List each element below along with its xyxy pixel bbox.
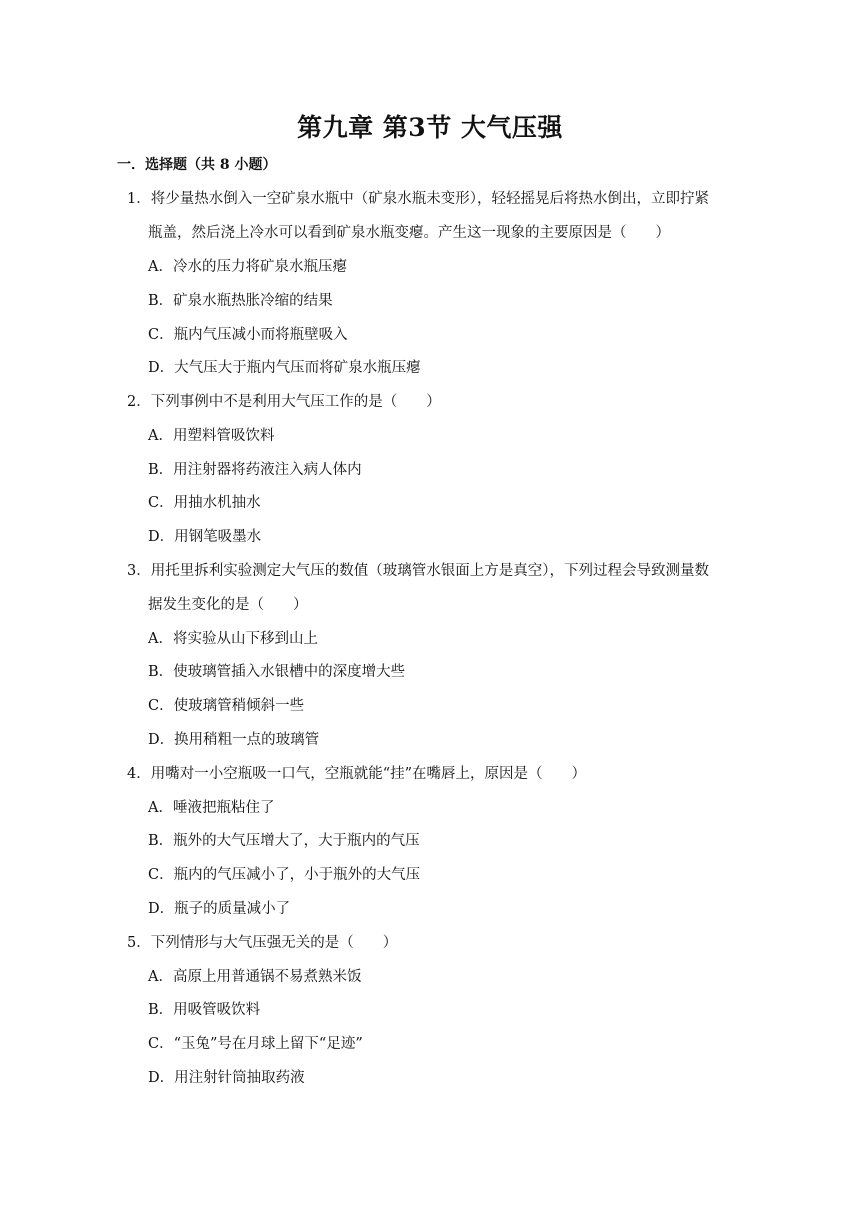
question-4-option-a: A．唾液把瓶粘住了 [148, 800, 275, 816]
question-3-option-c: C．使玻璃管稍倾斜一些 [148, 698, 305, 714]
question-5-option-c: C．“玉兔”号在月球上留下“足迹” [148, 1036, 363, 1052]
section-heading: 一．选择题（共 8 小题） [117, 157, 277, 173]
question-1-option-b: B．矿泉水瓶热胀冷缩的结果 [148, 293, 333, 309]
question-5-option-b: B．用吸管吸饮料 [148, 1002, 261, 1018]
question-3-option-b: B．使玻璃管插入水银槽中的深度增大些 [148, 664, 406, 680]
question-2-stem-line-1: 2．下列事例中不是利用大气压工作的是（ ） [127, 394, 441, 410]
question-5-stem-line-1: 5．下列情形与大气压强无关的是（ ） [127, 935, 398, 951]
question-5-option-a: A．高原上用普通锅不易煮熟米饭 [148, 969, 362, 985]
question-4-stem-line-1: 4．用嘴对一小空瓶吸一口气，空瓶就能“挂”在嘴唇上，原因是（ ） [127, 766, 587, 782]
question-2-option-a: A．用塑料管吸饮料 [148, 428, 275, 444]
question-2-option-d: D．用钢笔吸墨水 [148, 529, 262, 545]
question-4-option-d: D．瓶子的质量减小了 [148, 901, 291, 917]
question-1-option-a: A．冷水的压力将矿泉水瓶压瘪 [148, 259, 347, 275]
question-1-stem-line-2: 瓶盖，然后浇上冷水可以看到矿泉水瓶变瘪。产生这一现象的主要原因是（ ） [148, 225, 670, 241]
question-1-stem-line-1: 1．将少量热水倒入一空矿泉水瓶中（矿泉水瓶未变形），轻轻摇晃后将热水倒出，立即拧紧 [127, 191, 709, 207]
question-2-option-b: B．用注射器将药液注入病人体内 [148, 462, 362, 478]
question-1-option-c: C．瓶内气压减小而将瓶壁吸入 [148, 327, 348, 343]
question-3-option-d: D．换用稍粗一点的玻璃管 [148, 732, 320, 748]
question-3-stem-line-2: 据发生变化的是（ ） [148, 597, 308, 613]
question-4-option-b: B．瓶外的大气压增大了，大于瓶内的气压 [148, 833, 420, 849]
question-3-stem-line-1: 3．用托里拆利实验测定大气压的数值（玻璃管水银面上方是真空），下列过程会导致测量数 [127, 563, 709, 579]
question-4-option-c: C．瓶内的气压减小了，小于瓶外的大气压 [148, 867, 421, 883]
question-2-option-c: C．用抽水机抽水 [148, 495, 261, 511]
question-5-option-d: D．用注射针筒抽取药液 [148, 1070, 305, 1086]
question-3-option-a: A．将实验从山下移到山上 [148, 631, 318, 647]
question-1-option-d: D．大气压大于瓶内气压而将矿泉水瓶压瘪 [148, 360, 421, 376]
page-title: 第九章 第3节 大气压强 [297, 113, 563, 142]
